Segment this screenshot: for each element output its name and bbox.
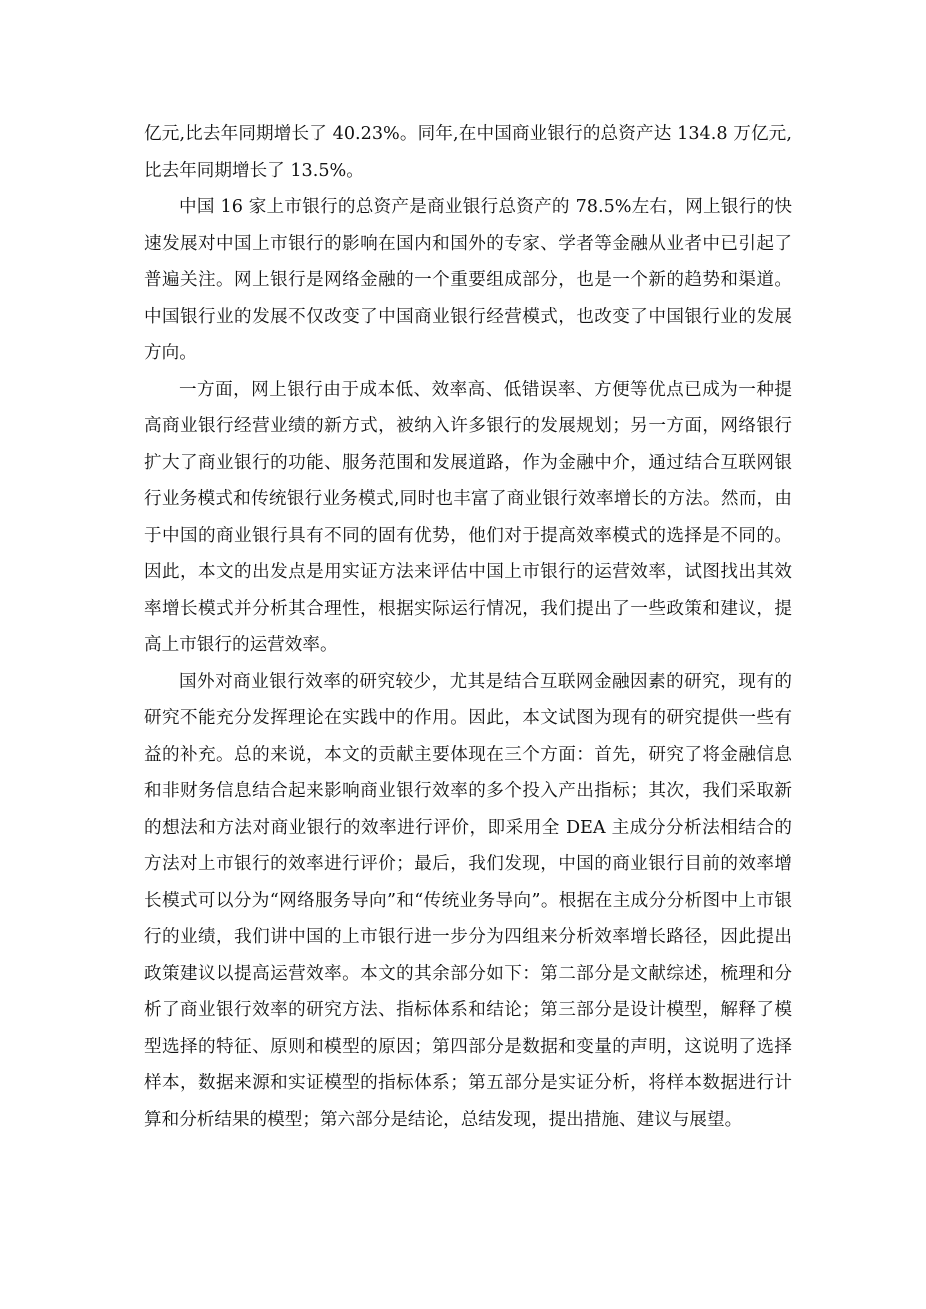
paragraph-listed-banks: 中国 16 家上市银行的总资产是商业银行总资产的 78.5%左右，网上银行的快速发展对中国上市银行的影响在国内和国外的专家、学者等金融从业者中已引起了普遍关注。网上银行是网络金融的一个重要组成部分，也是一个新的趋势和渠道。中国银行业的发展不仅改变了中国商业银行经营模式，也改变了中国银行业的发展方向。 [144, 197, 792, 363]
body-text [144, 116, 792, 1138]
paragraph-continuation: 亿元,比去年同期增长了 40.23%。同年,在中国商业银行的总资产达 134.8 万亿元,比去年同期增长了 13.5%。 [144, 124, 792, 181]
paragraph-contributions: 国外对商业银行效率的研究较少，尤其是结合互联网金融因素的研究，现有的研究不能充分发挥理论在实践中的作用。因此，本文试图为现有的研究提供一些有益的补充。总的来说，本文的贡献主要体现在三个方面：首先，研究了将金融信息和非财务信息结合起来影响商业银行效率的多个投入产出指标；其次，我们采取新的想法和方法对商业银行的效率进行评价，即采用全 DEA 主成分分析法相结合的方法对上市银行的效率进行评价；最后，我们发现，中国的商业银行目前的效率增长模式可以分为“网络服务导向”和“传统业务导向”。根据在主成分分析图中上市银行的业绩，我们讲中国的上市银行进一步分为四组来分析效率增长路径，因此提出政策建议以提高运营效率。本文的其余部分如下：第二部分是文献综述，梳理和分析了商业银行效率的研究方法、指标体系和结论；第三部分是设计模型，解释了模型选择的特征、原则和模型的原因；第四部分是数据和变量的声明，这说明了选择样本，数据来源和实证模型的指标体系；第五部分是实证分析，将样本数据进行计算和分析结果的模型；第六部分是结论，总结发现，提出措施、建议与展望。 [144, 671, 792, 1130]
paragraph-online-banking: 一方面，网上银行由于成本低、效率高、低错误率、方便等优点已成为一种提高商业银行经营业绩的新方式，被纳入许多银行的发展规划；另一方面，网络银行扩大了商业银行的功能、服务范围和发展道路，作为金融中介，通过结合互联网银行业务模式和传统银行业务模式,同时也丰富了商业银行效率增长的方法。然而，由于中国的商业银行具有不同的固有优势，他们对于提高效率模式的选择是不同的。因此，本文的出发点是用实证方法来评估中国上市银行的运营效率，试图找出其效率增长模式并分析其合理性，根据实际运行情况，我们提出了一些政策和建议，提高上市银行的运营效率。 [144, 379, 792, 655]
